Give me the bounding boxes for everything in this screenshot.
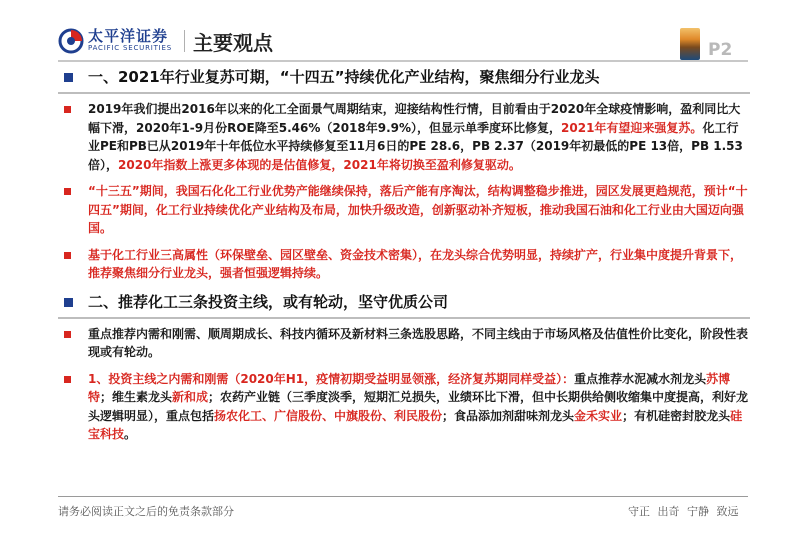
section1-heading (58, 66, 750, 88)
text-run: 基于化工行业三高属性（环保壁垒、园区壁垒、资金技术密集），在龙头综合优势明显，持续扩产，行业集中度提升背景下，推荐聚焦细分行业龙头，强者恒强逻辑持续。 (88, 247, 743, 280)
text-run: ；食品添加剂甜味剂龙头 (442, 408, 575, 423)
red-bullet-icon (64, 331, 71, 338)
header-divider (184, 30, 185, 52)
text-run: 。 (124, 427, 137, 441)
text-run: 2019年我们提出2016年以来的化工全面景气周期结束，迎接结构性行情，目前看由于2020年全球疫情影响，盈利同比大幅下滑，2020年1-9月份ROE降至5.46%（2018年9.9%），但显示单季度环比修复， (88, 102, 741, 135)
red-bullet-icon (64, 106, 71, 113)
company-name: 硅宝科技 (88, 408, 743, 441)
footer-motto: 守正 出奇 宁静 致远 (628, 505, 739, 518)
section2-heading (58, 291, 750, 313)
text-run: 重点推荐内需和刚需、顺周期成长、科技内循环及新材料三条选股思路，不同主线由于市场风格及估值性价比变化，阶段性表现或有轮动。 (88, 326, 749, 359)
decorative-bar (680, 28, 700, 60)
section1-heading-text: 一、2021年行业复苏可期，“十四五”持续优化产业结构，聚焦细分行业龙头 (88, 68, 600, 86)
square-bullet-icon (64, 73, 73, 82)
header-rule (58, 60, 748, 62)
text-run: 化工行业PE和PB已从2019年十年低位水平持续修复至11月6日的PE 28.6，PB 2.37（2019年初最低的PE 13倍，PB 1.53倍）， (88, 120, 743, 172)
footer-disclaimer: 请务必阅读正文之后的免责条款部分 (58, 505, 234, 518)
section2-paragraph-1 (58, 325, 750, 362)
highlight-run: 2020年指数上涨更多体现的是估值修复，2021年将切换至盈利修复驱动。 (118, 157, 521, 172)
logo-mark-icon (58, 28, 84, 54)
text-run: ；维生素龙头 (100, 390, 173, 404)
square-bullet-icon (64, 298, 73, 307)
text-run: “十三五”期间，我国石化化工行业优势产能继续保持，落后产能有序淘汰，结构调整稳步推进，园区发展更趋规范，预计“十四五”期间，化工行业持续优化产业结构及布局，加快升级改造，创新驱动补齐短板，推动我国石油和化工行业由大国迈向强国。 (88, 184, 748, 235)
footer-rule (58, 496, 748, 497)
highlight-run: 2021年有望迎来强复苏。 (561, 120, 703, 135)
company-name: 新和成 (172, 390, 209, 404)
page-number: P2 (708, 40, 733, 60)
section1-paragraph-1 (58, 100, 750, 174)
section1-paragraph-2 (58, 182, 750, 238)
logo-name-cn: 太平洋证券 (88, 27, 169, 45)
text-run: 重点推荐水泥减水剂龙头 (574, 371, 707, 386)
logo-name-en: PACIFIC SECURITIES (88, 44, 173, 52)
section1-rule (58, 92, 750, 94)
red-bullet-icon (64, 376, 71, 383)
red-bullet-icon (64, 252, 71, 259)
text-run: ；农药产业链（三季度淡季，短期汇兑损失，业绩环比下滑，但中长期供给侧收缩集中度提高，利好龙头逻辑明显），重点包括 (88, 390, 749, 423)
highlight-run: 1、投资主线之内需和刚需（2020年H1，疫情初期受益明显领涨，经济复苏期同样受益）： (88, 371, 575, 386)
section2-rule (58, 317, 750, 319)
company-name: 苏博特 (88, 371, 731, 404)
main-content (58, 66, 750, 452)
text-run: ；有机硅密封胶龙头 (622, 408, 731, 423)
section1-paragraph-3 (58, 246, 750, 283)
company-name: 扬农化工、广信股份、中旗股份、利民股份 (214, 408, 443, 423)
section2-heading-text: 二、推荐化工三条投资主线，或有轮动，坚守优质公司 (88, 292, 449, 311)
company-name: 金禾实业 (574, 408, 623, 423)
section2-paragraph-2 (58, 370, 750, 444)
page-title: 主要观点 (193, 31, 273, 55)
red-bullet-icon (64, 188, 71, 195)
page-header (0, 0, 800, 64)
